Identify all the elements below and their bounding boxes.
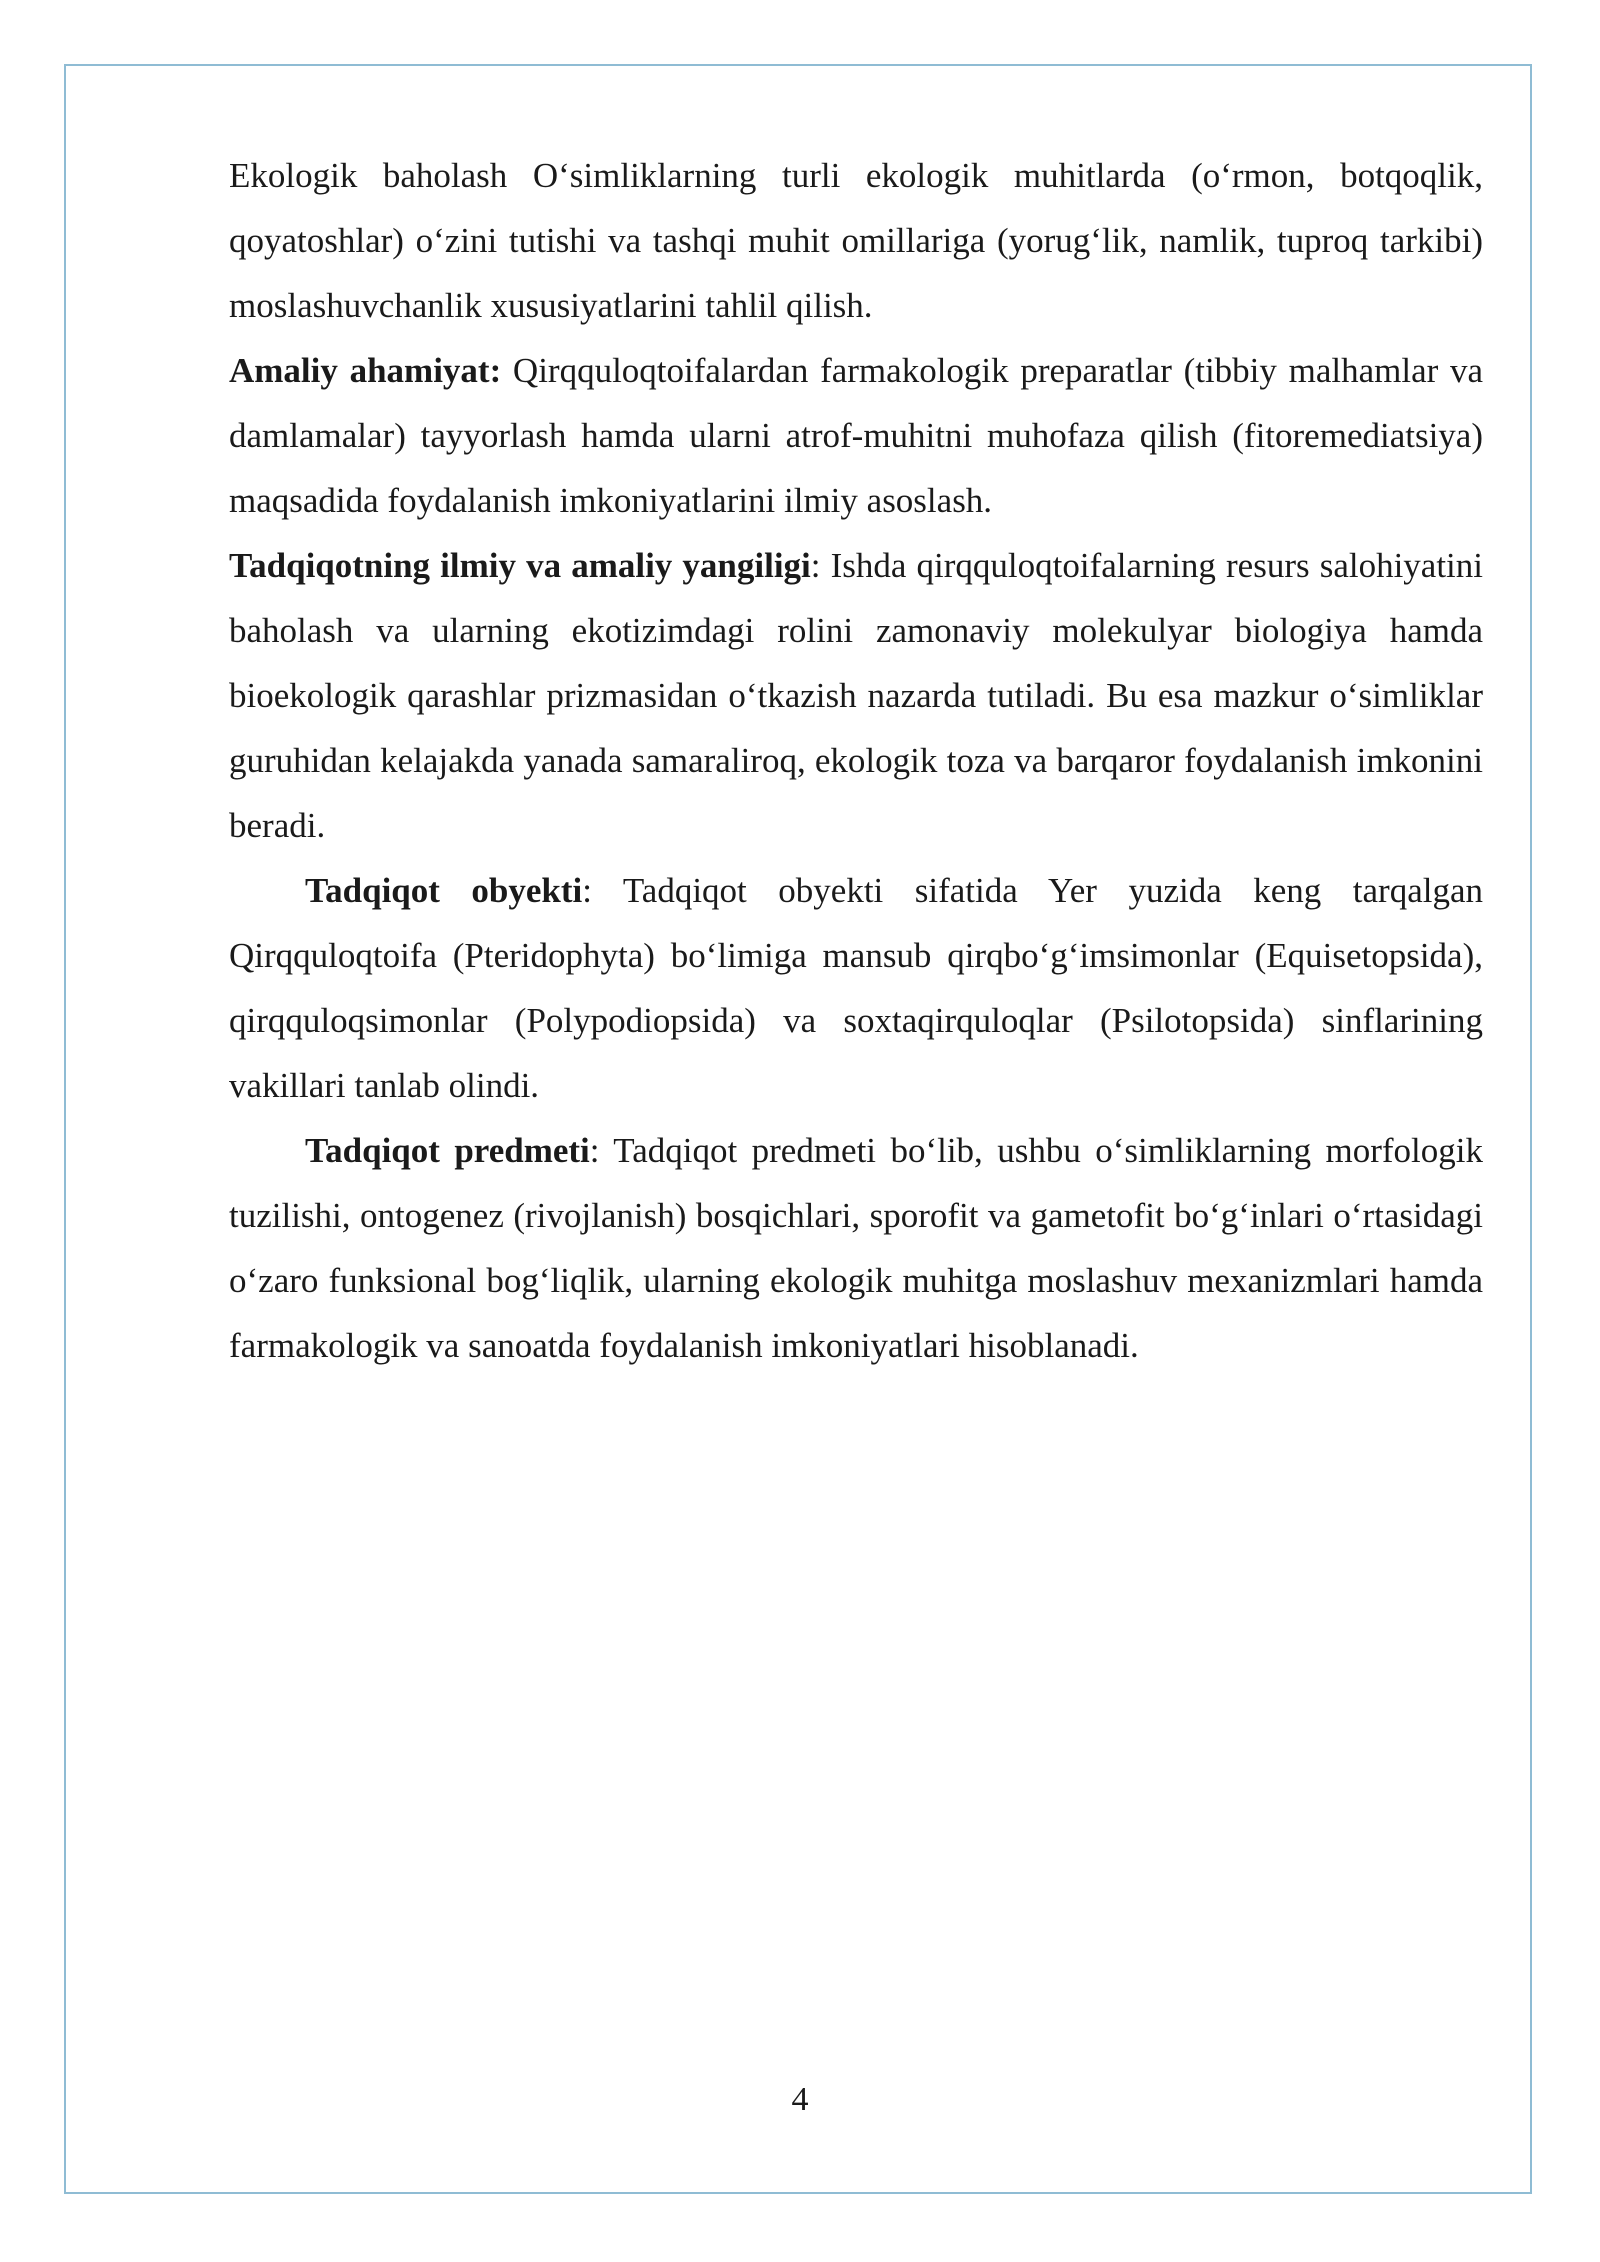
paragraph-heading: Tadqiqot predmeti: [305, 1131, 590, 1170]
paragraph-heading: Tadqiqotning ilmiy va amaliy yangiligi: [229, 546, 811, 585]
paragraph-tadqiqot-predmeti: [229, 1118, 1483, 1378]
paragraph-text: Qirqquloqtoifalardan farmakologik preparatlar (tibbiy malhamlar va damlamalar) tayyorlash hamda ularni atrof-muhitni muhofaza qilish (fitoremediatsiya) maqsadida foydalanish imkoniyatlarini ilmiy asoslash.: [229, 351, 1483, 520]
paragraph-text: Ekologik baholash O‘simliklarning turli ekologik muhitlarda (o‘rmon, botqoqlik, qoyatoshlar) o‘zini tutishi va tashqi muhit omillariga (yorug‘lik, namlik, tuproq tarkibi) moslashuvchanlik xususiyatlarini tahlil qilish.: [229, 156, 1483, 325]
paragraph-text: : Ishda qirqquloqtoifalarning resurs salohiyatini baholash va ularning ekotizimdagi rolini zamonaviy molekulyar biologiya hamda bioekologik qarashlar prizmasidan o‘tkazish nazarda tutiladi. Bu esa mazkur o‘simliklar guruhidan kelajakda yanada samaraliroq, ekologik toza va barqaror foydalanish imkonini beradi.: [229, 546, 1484, 845]
paragraph-amaliy-ahamiyat: [229, 338, 1483, 533]
paragraph-tadqiqot-obyekti: [229, 858, 1483, 1118]
paragraph-ekologik-baholash: [229, 143, 1483, 338]
paragraph-text: : Tadqiqot predmeti bo‘lib, ushbu o‘simliklarning morfologik tuzilishi, ontogenez (rivojlanish) bosqichlari, sporofit va gametofit bo‘g‘inlari o‘rtasidagi o‘zaro funksional bog‘liqlik, ularning ekologik muhitga moslashuv mexanizmlari hamda farmakologik va sanoatda foydalanish imkoniyatlari hisoblanadi.: [229, 1131, 1483, 1365]
paragraph-heading: Tadqiqot obyekti: [305, 871, 583, 910]
document-body: [229, 143, 1483, 1378]
paragraph-ilmiy-yangilik: [229, 533, 1483, 858]
paragraph-text: : Tadqiqot obyekti sifatida Yer yuzida keng tarqalgan Qirqquloqtoifa (Pteridophyta) bo‘limiga mansub qirqbo‘g‘imsimonlar (Equisetopsida), qirqquloqsimonlar (Polypodiopsida) va soxtaqirquloqlar (Psilotopsida) sinflarining vakillari tanlab olindi.: [229, 871, 1483, 1105]
page-number: 4: [791, 2081, 809, 2118]
paragraph-heading: Amaliy ahamiyat:: [229, 351, 502, 390]
